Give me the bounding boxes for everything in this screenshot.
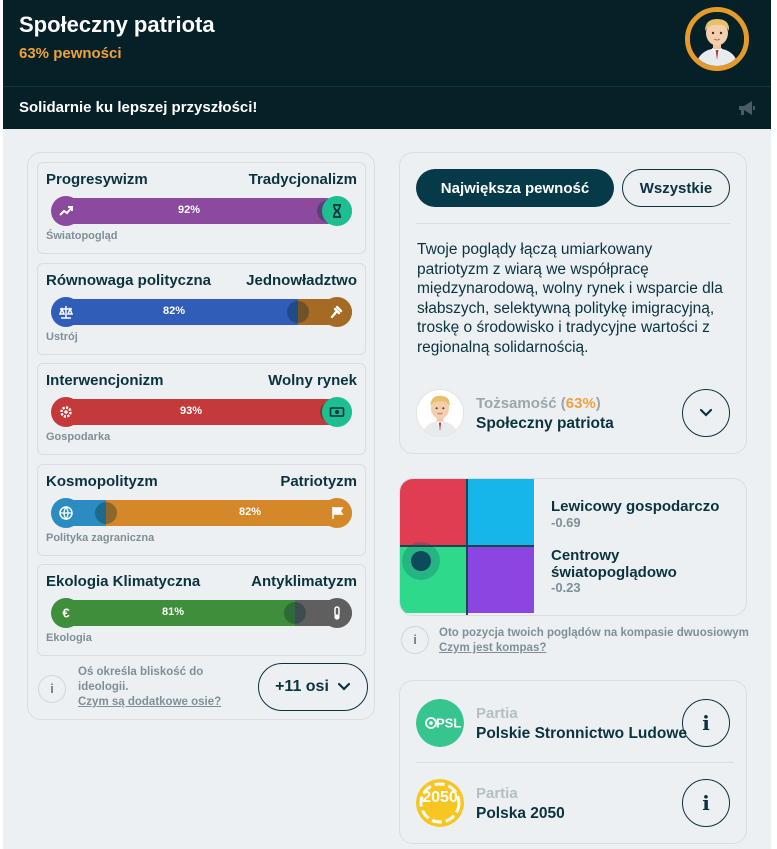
compass-quadrant-top-left <box>400 479 466 545</box>
compass-social-label-line2: światopoglądowo <box>551 564 677 581</box>
axis-right-label: Jednowładztwo <box>246 271 357 289</box>
axis-category: Gospodarka <box>46 431 111 443</box>
party-name: Polska 2050 <box>476 805 565 822</box>
compass-quadrant-bottom-right <box>468 547 534 613</box>
compass-marker-halo <box>402 542 440 580</box>
globe-icon <box>51 498 81 528</box>
identity-kicker-close: ) <box>595 395 601 412</box>
thermometer-icon <box>322 598 352 628</box>
axis-category: Ekologia <box>46 632 92 644</box>
psl-logo-icon <box>416 699 464 747</box>
identity-card <box>399 152 747 454</box>
identity-percent: 63% <box>565 395 596 412</box>
axes-info-row <box>38 661 368 711</box>
axis-percent: 93% <box>180 405 203 417</box>
party-info-button[interactable]: i <box>682 779 730 827</box>
axis-right-label: Antyklimatyzm <box>251 573 357 590</box>
party-card <box>399 680 747 844</box>
megaphone-icon[interactable] <box>738 100 756 116</box>
compass-info-description: Oto pozycja twoich poglądów na kompasie dwuosiowym <box>439 627 749 639</box>
axis-position-marker <box>95 502 117 524</box>
compass-social-value: -0.23 <box>551 580 581 595</box>
axis-right-label: Wolny rynek <box>268 372 357 389</box>
compass-economic-label: Lewicowy gospodarczo <box>551 498 720 515</box>
axis-bar <box>52 399 352 425</box>
slogan-bar <box>3 86 771 129</box>
svg-text:€: € <box>62 605 70 621</box>
additional-axes-link[interactable]: Czym są dodatkowe osie? <box>78 696 222 708</box>
axis-percent: 82% <box>163 304 186 317</box>
axis-percent: 92% <box>178 204 201 216</box>
tab-highest-confidence[interactable]: Największa pewność <box>416 169 614 207</box>
axis-row[interactable] <box>37 363 366 455</box>
compass-social-label <box>551 547 677 581</box>
party-item-polska-2050[interactable] <box>416 773 734 833</box>
axis-category: Polityka zagraniczna <box>46 531 155 544</box>
identity-kicker-label: Tożsamość <box>476 395 557 412</box>
compass-info-text <box>439 626 749 656</box>
axes-card <box>27 152 375 720</box>
divider <box>416 762 734 763</box>
compass-social-label-line1: Centrowy <box>551 547 620 564</box>
scales-icon <box>51 297 81 327</box>
avatar[interactable] <box>685 7 749 71</box>
compass-position-marker <box>411 551 431 571</box>
euro-leaf-icon <box>51 598 81 628</box>
header <box>3 0 771 86</box>
person-avatar-icon <box>417 390 463 436</box>
axis-left-label: Interwencjonizm <box>46 372 164 389</box>
expand-identity-button[interactable] <box>682 389 730 437</box>
person-avatar-icon <box>690 12 744 66</box>
axis-position-marker <box>284 602 306 624</box>
compass-card[interactable] <box>399 478 747 616</box>
axis-bar <box>52 299 352 325</box>
gear-icon <box>51 397 81 427</box>
axis-position-marker <box>287 301 309 323</box>
compass-economic-value: -0.69 <box>551 515 581 530</box>
compass-info-row <box>401 622 761 658</box>
axis-category: Światopogląd <box>46 230 118 242</box>
identity-kicker <box>476 395 601 412</box>
axes-info-text <box>78 665 228 710</box>
psl-logo <box>416 699 464 747</box>
party-kicker: Partia <box>476 785 518 802</box>
polska-2050-logo-icon <box>416 779 464 827</box>
ideology-title: Społeczny patriota <box>19 12 215 37</box>
axis-bar <box>52 600 352 626</box>
compass-quadrant-top-right <box>468 479 534 545</box>
axis-fill <box>106 500 352 526</box>
identity-name: Społeczny patriota <box>476 415 614 432</box>
axis-row[interactable] <box>37 464 366 556</box>
axis-percent: 82% <box>239 505 262 518</box>
more-axes-button[interactable] <box>258 663 368 711</box>
axis-row[interactable] <box>37 263 366 355</box>
banknote-icon <box>322 397 352 427</box>
axis-row[interactable] <box>37 162 366 254</box>
axis-category: Ustrój <box>46 330 78 343</box>
trend-up-icon <box>51 196 81 226</box>
axis-right-label: Patriotyzm <box>280 472 357 490</box>
chevron-down-icon <box>698 407 714 419</box>
axis-left-label: Kosmopolityzm <box>46 472 158 490</box>
party-name: Polskie Stronnictwo Ludowe <box>476 725 687 742</box>
more-axes-label: +11 osi <box>275 678 329 695</box>
info-icon[interactable]: i <box>38 675 66 703</box>
what-is-compass-link[interactable]: Czym jest kompas? <box>439 642 547 654</box>
slogan: Solidarnie ku lepszej przyszłości! <box>19 99 258 116</box>
axis-bar <box>52 198 352 224</box>
axis-left-label: Progresywizm <box>46 171 148 188</box>
axes-info-description: Oś określa bliskość do ideologii. <box>78 666 204 693</box>
gavel-icon <box>322 297 352 327</box>
party-item-psl[interactable] <box>416 693 734 753</box>
axis-left-label: Ekologia Klimatyczna <box>46 573 201 590</box>
party-info-button[interactable]: i <box>682 699 730 747</box>
axis-percent: 81% <box>162 606 185 618</box>
polska-2050-logo <box>416 779 464 827</box>
polska-2050-logo-text: 2050 <box>422 789 458 806</box>
identity-kicker-open: ( <box>556 395 566 412</box>
axis-bar <box>52 500 352 526</box>
info-icon[interactable]: i <box>401 626 429 654</box>
compass-vertical-axis <box>466 479 468 616</box>
hourglass-icon <box>322 196 352 226</box>
identity-avatar <box>416 389 464 437</box>
confidence-label: 63% pewności <box>19 45 122 62</box>
tab-all[interactable]: Wszystkie <box>622 169 730 207</box>
psl-logo-text: PSL <box>436 715 462 731</box>
axis-right-label: Tradycjonalizm <box>248 171 357 188</box>
flag-icon <box>322 498 352 528</box>
axis-row[interactable] <box>37 564 366 656</box>
axis-left-label: Równowaga polityczna <box>46 271 212 289</box>
results-page <box>3 0 771 849</box>
divider <box>416 223 730 224</box>
party-kicker: Partia <box>476 705 518 722</box>
identity-description: Twoje poglądy łączą umiarkowany patriotyzm z wiarą we współpracę międzynarodową, wolny rynek i wsparcie dla słabszych, selektywną politykę imigracyjną, troskę o środowisko i tradycyjne wartości z regionalną solidarnością. <box>417 241 723 356</box>
chevron-down-icon <box>337 682 351 692</box>
